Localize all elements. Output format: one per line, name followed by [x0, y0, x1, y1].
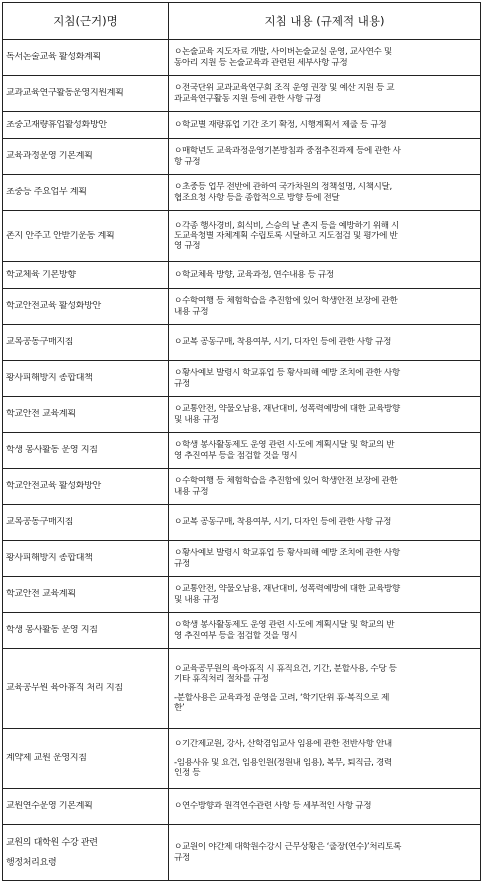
- guideline-content-cell: [169, 541, 481, 577]
- guideline-content-text: 협조요청 사항 등을 종합적으로 방향 등에 전달: [174, 192, 340, 203]
- guideline-content-cell: [169, 139, 481, 175]
- guideline-content-text: ㅇ각종 행사경비, 회식비, 스승의 날 촌지 등을 예방하기 위해 시: [174, 220, 399, 231]
- header-guideline-content: 지침 내용 (규제적 내용): [169, 3, 481, 40]
- guideline-name-cell: [3, 789, 169, 825]
- guideline-content-cell: [169, 613, 481, 649]
- guideline-content-cell: [169, 825, 481, 881]
- guideline-name-cell: [3, 825, 169, 881]
- guideline-name-text: 학생 봉사활동 운영 지침: [6, 625, 98, 635]
- guideline-name-cell: [3, 262, 169, 289]
- guideline-content-text: 기타 휴직처리 절차를 규정: [174, 673, 269, 684]
- guideline-name-cell: [3, 139, 169, 175]
- guideline-name-text: 학교안전 교육계획: [6, 589, 76, 599]
- guideline-name-cell: [3, 325, 169, 361]
- guideline-content-cell: [169, 325, 481, 361]
- guideline-name-text: 교과교육연구활동운영지원계획: [6, 88, 124, 98]
- guideline-content-text: ㅇ교복 공동구매, 착용여부, 시기, 디자인 등에 관한 사항 규정: [174, 337, 392, 348]
- guideline-name-text: 교육공무원 육아휴직 처리 지침: [6, 683, 123, 693]
- guideline-detail-text: 한’: [174, 703, 185, 714]
- guideline-name-text: 계약제 교원 운영지침: [6, 753, 87, 763]
- guideline-content-cell: [169, 789, 481, 825]
- table-row: [3, 76, 481, 112]
- guideline-content-text: ㅇ교통안전, 약물오남용, 재난대비, 성폭력예방에 대한 교육방향: [174, 584, 400, 595]
- guideline-name-text: 교복공동구매지침: [6, 517, 74, 527]
- guideline-content-text: ㅇ수학여행 등 체험학습을 추진함에 있어 학생안전 보장에 관한: [174, 296, 398, 307]
- guideline-name-text: 황사피해방지 종합대책: [6, 373, 93, 383]
- guideline-content-text: ㅇ초중등 업무 전반에 관하여 국가차원의 정책설명, 시책시달,: [174, 182, 392, 193]
- guideline-content-cell: [169, 76, 481, 112]
- guideline-content-text: ㅇ학생 봉사활동제도 운영 관련 시·도에 계획시달 및 학교의 반: [174, 620, 395, 631]
- guideline-name-cell: [3, 211, 169, 262]
- guideline-content-text: ㅇ학교별 재량휴업 기간 조기 확정, 시행계획서 제출 등 규정: [174, 119, 387, 130]
- guideline-name-cell: [3, 76, 169, 112]
- guideline-name-cell: [3, 40, 169, 76]
- table-row: [3, 262, 481, 289]
- guideline-content-cell: [169, 361, 481, 397]
- guideline-content-cell: [169, 469, 481, 505]
- guideline-content-text: 동아리 지원 등 논술교육과 관련된 세부사항 규정: [174, 57, 348, 68]
- guideline-content-text: 도교육청별 자체계획 수립토록 시달하고 지도점검 및 평가에 반: [174, 230, 398, 241]
- guideline-name-cell: [3, 729, 169, 789]
- guideline-content-text: 및 내용 규정: [174, 594, 219, 605]
- table-row: [3, 289, 481, 325]
- guideline-content-cell: [169, 577, 481, 613]
- table-row: [3, 729, 481, 789]
- guideline-name-text: 독서논술교육 활성화계획: [6, 52, 101, 62]
- guideline-content-text: ㅇ교원이 야간제 대학원수강시 근무상황은 ‘출장(연수)’처리토록: [174, 842, 402, 853]
- guideline-name-text: 행정처리요령: [6, 857, 57, 868]
- guideline-content-text: ㅇ기간제교원, 강사, 산학겸임교사 임용에 관한 전반사항 안내: [174, 738, 392, 749]
- guideline-content-text: ㅇ교육공무원의 육아휴직 시 휴직요건, 기간, 분할사용, 수당 등: [174, 663, 397, 674]
- guideline-content-cell: [169, 649, 481, 729]
- table-row: [3, 175, 481, 211]
- table-header-row: [3, 3, 481, 40]
- guideline-table-page: [2, 2, 480, 881]
- guideline-detail-text: -임용사유 및 요건, 임용인원(정원내 임용), 복무, 퇴직금, 경력: [174, 757, 392, 768]
- guideline-name-text: 초중고재량휴업활성화방안: [6, 119, 107, 130]
- guideline-table: [2, 2, 481, 881]
- guideline-content-cell: [169, 505, 481, 541]
- guideline-name-text: 교원연수운영 기본계획: [6, 801, 93, 811]
- guideline-name-text: 학교안전 교육계획: [6, 409, 76, 419]
- guideline-content-text: ㅇ황사예보 발령시 학교휴업 등 황사피해 예방 조치에 관한 사항: [174, 368, 400, 379]
- guideline-content-cell: [169, 175, 481, 211]
- guideline-content-text: 규정: [174, 558, 190, 569]
- table-row: [3, 541, 481, 577]
- guideline-name-cell: [3, 175, 169, 211]
- guideline-name-cell: [3, 577, 169, 613]
- guideline-detail-text: 인정 등: [174, 768, 201, 779]
- guideline-name-cell: [3, 613, 169, 649]
- table-row: [3, 139, 481, 175]
- guideline-name-text: 초중등 주요업무 계획: [6, 187, 87, 197]
- guideline-name-text: 교원의 대학원 수강 관련: [6, 837, 98, 848]
- guideline-name-text: 학교안전교육 활성화방안: [6, 301, 101, 311]
- table-row: [3, 577, 481, 613]
- table-row: [3, 505, 481, 541]
- guideline-content-text: 규정: [174, 852, 190, 863]
- guideline-content-cell: [169, 262, 481, 289]
- guideline-name-text: 학생 봉사활동 운영 지침: [6, 445, 98, 455]
- guideline-name-cell: [3, 112, 169, 139]
- table-row: [3, 40, 481, 76]
- guideline-name-text: 교육과정운영 기본계획: [6, 151, 93, 161]
- guideline-name-cell: [3, 649, 169, 729]
- guideline-name-cell: [3, 289, 169, 325]
- guideline-name-text: 황사피해방지 종합대책: [6, 553, 93, 563]
- guideline-content-cell: [169, 40, 481, 76]
- guideline-name-cell: [3, 397, 169, 433]
- table-row: [3, 825, 481, 881]
- guideline-content-cell: [169, 397, 481, 433]
- guideline-name-cell: [3, 433, 169, 469]
- guideline-content-text: ㅇ학교체육 방향, 교육과정, 연수내용 등 규정: [174, 269, 334, 280]
- table-row: [3, 211, 481, 262]
- guideline-content-text: ㅇ황사예보 발령시 학교휴업 등 황사피해 예방 조치에 관한 사항: [174, 548, 400, 559]
- guideline-content-text: 영 규정: [174, 241, 201, 252]
- table-row: [3, 469, 481, 505]
- table-row: [3, 397, 481, 433]
- guideline-content-text: ㅇ수학여행 등 체험학습을 추진함에 있어 학생안전 보장에 관한: [174, 476, 398, 487]
- guideline-content-text: 내용 규정: [174, 486, 209, 497]
- guideline-content-cell: [169, 211, 481, 262]
- guideline-name-text: 학교체육 기본방향: [6, 269, 76, 280]
- guideline-content-cell: [169, 112, 481, 139]
- guideline-content-text: 항 규정: [174, 156, 201, 167]
- table-row: [3, 433, 481, 469]
- guideline-content-text: 내용 규정: [174, 306, 209, 317]
- table-row: [3, 613, 481, 649]
- table-row: [3, 112, 481, 139]
- guideline-name-text: 교복공동구매지침: [6, 337, 74, 347]
- guideline-content-text: ㅇ학생 봉사활동제도 운영 관련 시·도에 계획시달 및 학교의 반: [174, 440, 395, 451]
- guideline-content-text: 영 추진여부 등을 점검할 것을 명시: [174, 630, 298, 641]
- guideline-name-cell: [3, 505, 169, 541]
- guideline-content-text: 규정: [174, 378, 190, 389]
- guideline-name-text: 학교안전교육 활성화방안: [6, 481, 101, 491]
- table-row: [3, 361, 481, 397]
- guideline-content-text: ㅇ전국단위 교과교육연구회 조직 운영 권장 및 예산 지원 등 교: [174, 83, 395, 94]
- guideline-content-cell: [169, 289, 481, 325]
- guideline-content-text: 영 추진여부 등을 점검할 것을 명시: [174, 450, 298, 461]
- guideline-content-text: ㅇ교복 공동구매, 착용여부, 시기, 디자인 등에 관한 사항 규정: [174, 517, 392, 528]
- guideline-name-cell: [3, 361, 169, 397]
- table-row: [3, 789, 481, 825]
- guideline-content-text: 과교육연구활동 지원 등에 관한 사항 규정: [174, 93, 322, 104]
- guideline-content-text: ㅇ매학년도 교육과정운영기본방침과 중점추진과제 등에 관한 사: [174, 146, 401, 157]
- guideline-detail-note: [174, 758, 477, 778]
- table-row: [3, 649, 481, 729]
- guideline-content-cell: [169, 729, 481, 789]
- guideline-detail-note: [174, 693, 477, 713]
- guideline-content-text: ㅇ교통안전, 약물오남용, 재난대비, 성폭력예방에 대한 교육방향: [174, 404, 400, 415]
- guideline-content-text: ㅇ논술교육 지도자료 개발, 사이버논술교실 운영, 교사연수 및: [174, 47, 392, 58]
- guideline-name-cell: [3, 469, 169, 505]
- guideline-detail-text: -분할사용은 교육과정 운영을 고려, ‘학기단위 휴·복직으로 제: [174, 693, 390, 703]
- guideline-name-cell: [3, 541, 169, 577]
- table-row: [3, 325, 481, 361]
- guideline-content-text: 및 내용 규정: [174, 414, 219, 425]
- guideline-content-text: ㅇ연수방향과 원격연수관련 사항 등 세부적인 사항 규정: [174, 801, 372, 812]
- table-body: [3, 40, 481, 881]
- guideline-content-cell: [169, 433, 481, 469]
- header-guideline-name: 지침(근거)명: [3, 3, 169, 40]
- guideline-name-text: 촌지 안주고 안받기운동 계획: [6, 230, 115, 241]
